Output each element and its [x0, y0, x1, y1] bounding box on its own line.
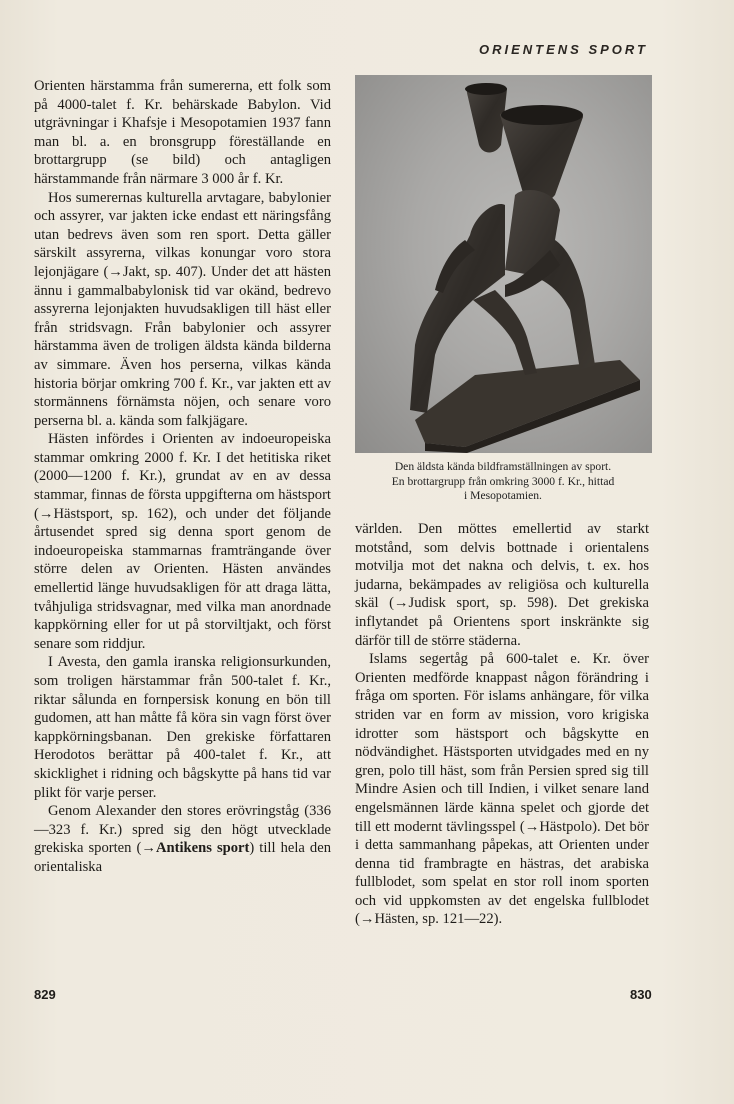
bronze-sculpture-illustration	[355, 75, 652, 453]
paragraph: Islams segertåg på 600-talet e. Kr. över Orienten medförde knappast någon förändring i fråga om sporten. För islams anhängare, för vilka striden var en form av mission, voro krigiska idrotter som hästsport och bågskytte en nödvändighet. Hästsporten utvidgades med en ny gren, polo till häst, som från Persien spred sig till Mindre Asien och till Indien, i vilket senare land engelsmännen lärde känna spelet och gjorde det till ett modernt tävlingsspel (→Hästpolo). Det bör i detta sammanhang påpekas, att Orienten under denna tid frambragte en hästras, det arabiska fullblodet, som spelat en stor roll inom sporten och vid uppkomsten av det engelska fullblodet (→Hästen, sp. 121—22).	[355, 651, 649, 928]
text-run: ) till hela den orientaliska	[34, 840, 331, 875]
running-head: ORIENTENS SPORT	[478, 42, 648, 57]
page-number-right: 830	[630, 987, 652, 1002]
left-column	[34, 77, 331, 877]
paragraph	[34, 802, 331, 876]
wrestlers-photo	[355, 75, 652, 453]
paragraph: Hos sumerernas kulturella arvtagare, babylonier och assyrer, var jakten icke endast ett näringsfång utan bedrevs även som ren sport. Detta gäller särskilt assyrerna, vilkas konungar voro stora lejonjägare (→Jakt, sp. 407). Under det att hästen ännu i gammalbabylonisk tid var okänd, bedrevo assyrerna lejonjakten huvudsakligen till häst eller från stridsvagn. Från babylonier och assyrer härstamma även de troligen äldsta kända bilderna av simmare. Även hos perserna, vilkas kända historia börjar omkring 700 f. Kr., var jakten ett av stormännens förnämsta nöjen, och senare voro perserna bl. a. kända som falkjägare.	[34, 189, 331, 429]
page-number-left: 829	[34, 987, 56, 1002]
text-run: Genom Alexander den stores erövringståg (336—323 f. Kr.) spred sig den högt utvecklade grekiska sporten (	[34, 803, 331, 857]
paragraph: världen. Den möttes emellertid av starkt motstånd, som delvis bottnade i orientalens motvilja mot det nakna och delvis, t. ex. hos judarna, bekämpades av religiösa och kulturella skäl (→Judisk sport, sp. 598). Det grekiska inflytandet på Orientens sport inskränkte sig därför till de större städerna.	[355, 521, 649, 649]
paragraph: Hästen infördes i Orienten av indoeuropeiska stammar omkring 2000 f. Kr. I det hetitiska riket (2000—1200 f. Kr.), grundat av en av dessa stammar, finnas de första uppgifterna om hästsport (→Hästsport, sp. 162), och under det följande årtusendet spred sig denna sport genom de indoeuropeiska stammarnas framträngande över större delen av Orienten. Hästen användes emellertid länge huvudsakligen för att draga lätta, tvåhjuliga stridsvagnar, med vilka man anordnade kappkörning eller for ut på storviltjakt, och först senare som riddjur.	[34, 431, 331, 652]
paragraph: Orienten härstamma från sumererna, ett folk som på 4000-talet f. Kr. behärskade Babylon. Vid utgrävningar i Khafsje i Mesopotamien 1937 fann man bl. a. en bronsgrupp föreställande en brottargrupp (se bild) och antagligen härstammande från närmare 3 000 år f. Kr.	[34, 78, 331, 187]
caption-line: Den äldsta kända bildframställningen av sport.	[394, 460, 612, 473]
figure-caption	[350, 460, 656, 504]
cross-reference: →Antikens sport	[141, 840, 250, 857]
caption-line: i Mesopotamien.	[464, 489, 542, 502]
caption-line: En brottargrupp från omkring 3000 f. Kr., hittad	[391, 474, 615, 488]
paragraph: I Avesta, den gamla iranska religionsurkunden, som troligen härstammar från 500-talet f. Kr., riktar sålunda en fornpersisk konung en bön till gudomen, att han måtte få köra sin vagn först över kappkörningsbanan. Den grekiske författaren Herodotos berättar på 400-talet f. Kr., att skicklighet i ridning och bågskytte på hans tid var plikt för varje perser.	[34, 654, 331, 801]
right-column	[355, 520, 649, 929]
